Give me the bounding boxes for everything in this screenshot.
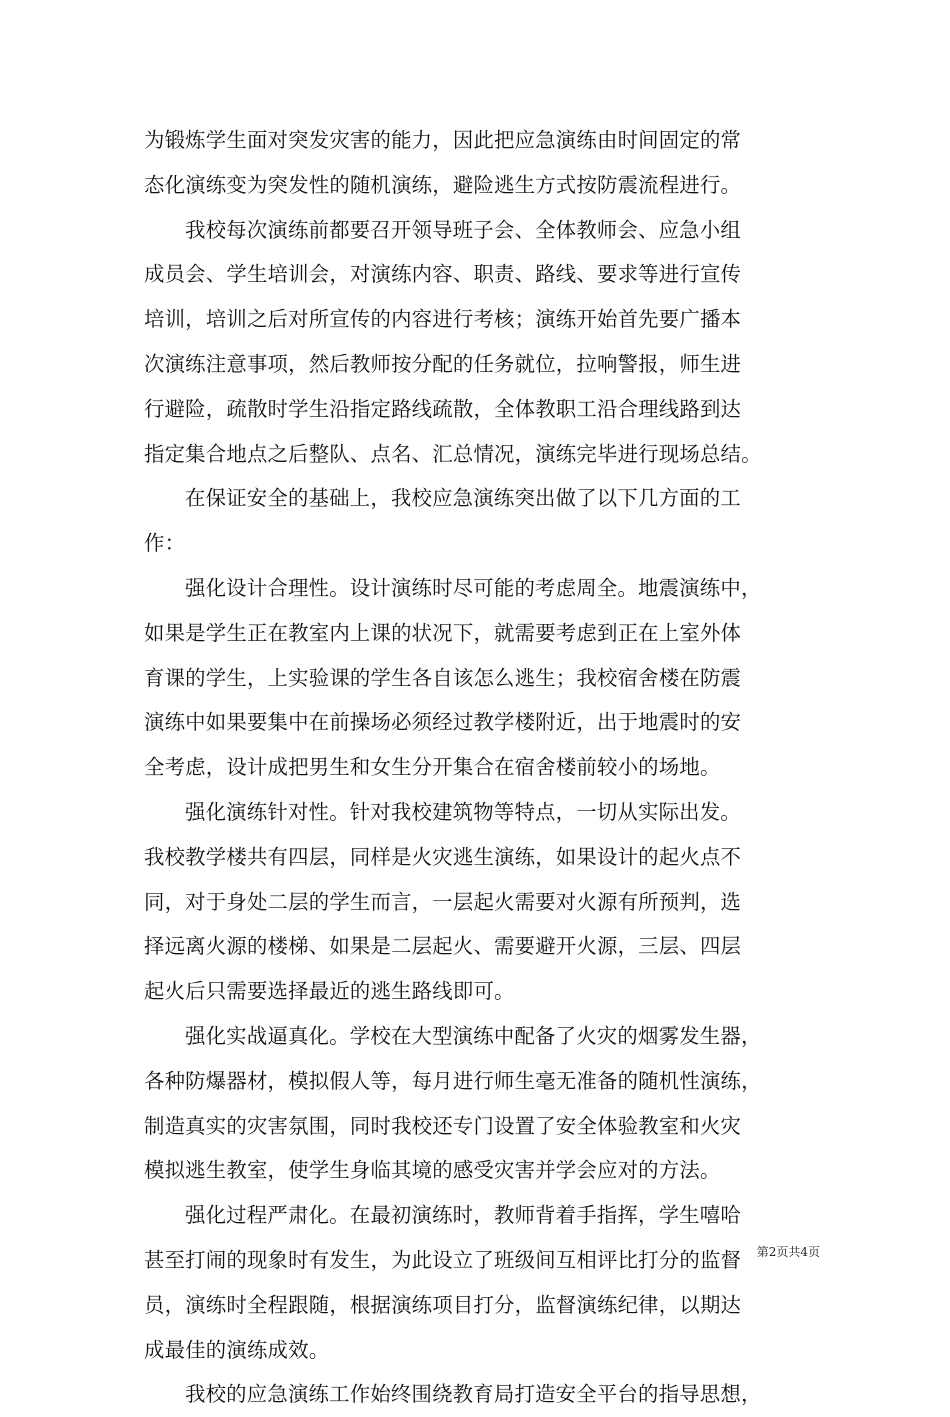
text-line: 模拟逃生教室，使学生身临其境的感受灾害并学会应对的方法。 bbox=[144, 1158, 721, 1183]
text-line: 员，演练时全程跟随，根据演练项目打分，监督演练纪律，以期达 bbox=[144, 1292, 742, 1317]
body-text bbox=[144, 118, 820, 1417]
text-line: 全考虑，设计成把男生和女生分开集合在宿舍楼前较小的场地。 bbox=[144, 755, 721, 780]
text-line: 成员会、学生培训会，对演练内容、职责、路线、要求等进行宣传 bbox=[144, 262, 742, 287]
text-line: 我校教学楼共有四层，同样是火灾逃生演练，如果设计的起火点不 bbox=[144, 844, 742, 869]
text-line: 择远离火源的楼梯、如果是二层起火、需要避开火源，三层、四层 bbox=[144, 934, 742, 959]
text-line: 我校每次演练前都要召开领导班子会、全体教师会、应急小组 bbox=[185, 217, 741, 242]
text-line: 为锻炼学生面对突发灾害的能力，因此把应急演练由时间固定的常 bbox=[144, 128, 742, 152]
text-line: 次演练注意事项，然后教师按分配的任务就位，拉响警报，师生进 bbox=[144, 351, 742, 376]
text-line: 制造真实的灾害氛围，同时我校还专门设置了安全体验教室和火灾 bbox=[144, 1113, 742, 1138]
text-line: 起火后只需要选择最近的逃生路线即可。 bbox=[144, 979, 515, 1004]
text-line: 指定集合地点之后整队、点名、汇总情况，演练完毕进行现场总结。 bbox=[144, 441, 762, 466]
text-line: 演练中如果要集中在前操场必须经过教学楼附近，出于地震时的安 bbox=[144, 710, 742, 735]
text-line: 强化设计合理性。设计演练时尽可能的考虑周全。地震演练中， bbox=[185, 575, 762, 600]
text-line: 态化演练变为突发性的随机演练，避险逃生方式按防震流程进行。 bbox=[144, 172, 742, 197]
text-line: 甚至打闹的现象时有发生，为此设立了班级间互相评比打分的监督 bbox=[144, 1247, 742, 1272]
text-line: 育课的学生，上实验课的学生各自该怎么逃生；我校宿舍楼在防震 bbox=[144, 665, 742, 690]
text-line: 强化演练针对性。针对我校建筑物等特点，一切从实际出发。 bbox=[185, 799, 741, 824]
text-line: 成最佳的演练成效。 bbox=[144, 1337, 330, 1362]
page-number-footer: 第2页共4页 bbox=[756, 1245, 820, 1259]
text-line: 在保证安全的基础上，我校应急演练突出做了以下几方面的工 bbox=[185, 486, 741, 511]
text-line: 各种防爆器材，模拟假人等，每月进行师生毫无准备的随机性演练， bbox=[144, 1068, 762, 1093]
text-line: 强化实战逼真化。学校在大型演练中配备了火灾的烟雾发生器， bbox=[185, 1023, 762, 1048]
text-line: 强化过程严肃化。在最初演练时，教师背着手指挥，学生嘻哈 bbox=[185, 1203, 741, 1228]
text-line: 如果是学生正在教室内上课的状况下，就需要考虑到正在上室外体 bbox=[144, 620, 742, 645]
text-line: 培训，培训之后对所宣传的内容进行考核；演练开始首先要广播本 bbox=[144, 307, 742, 332]
text-line: 作： bbox=[144, 531, 186, 556]
text-line: 同，对于身处二层的学生而言，一层起火需要对火源有所预判，选 bbox=[144, 889, 742, 914]
text-line: 行避险，疏散时学生沿指定路线疏散，全体教职工沿合理线路到达 bbox=[144, 396, 742, 421]
text-line: 我校的应急演练工作始终围绕教育局打造安全平台的指导思想， bbox=[185, 1382, 762, 1407]
